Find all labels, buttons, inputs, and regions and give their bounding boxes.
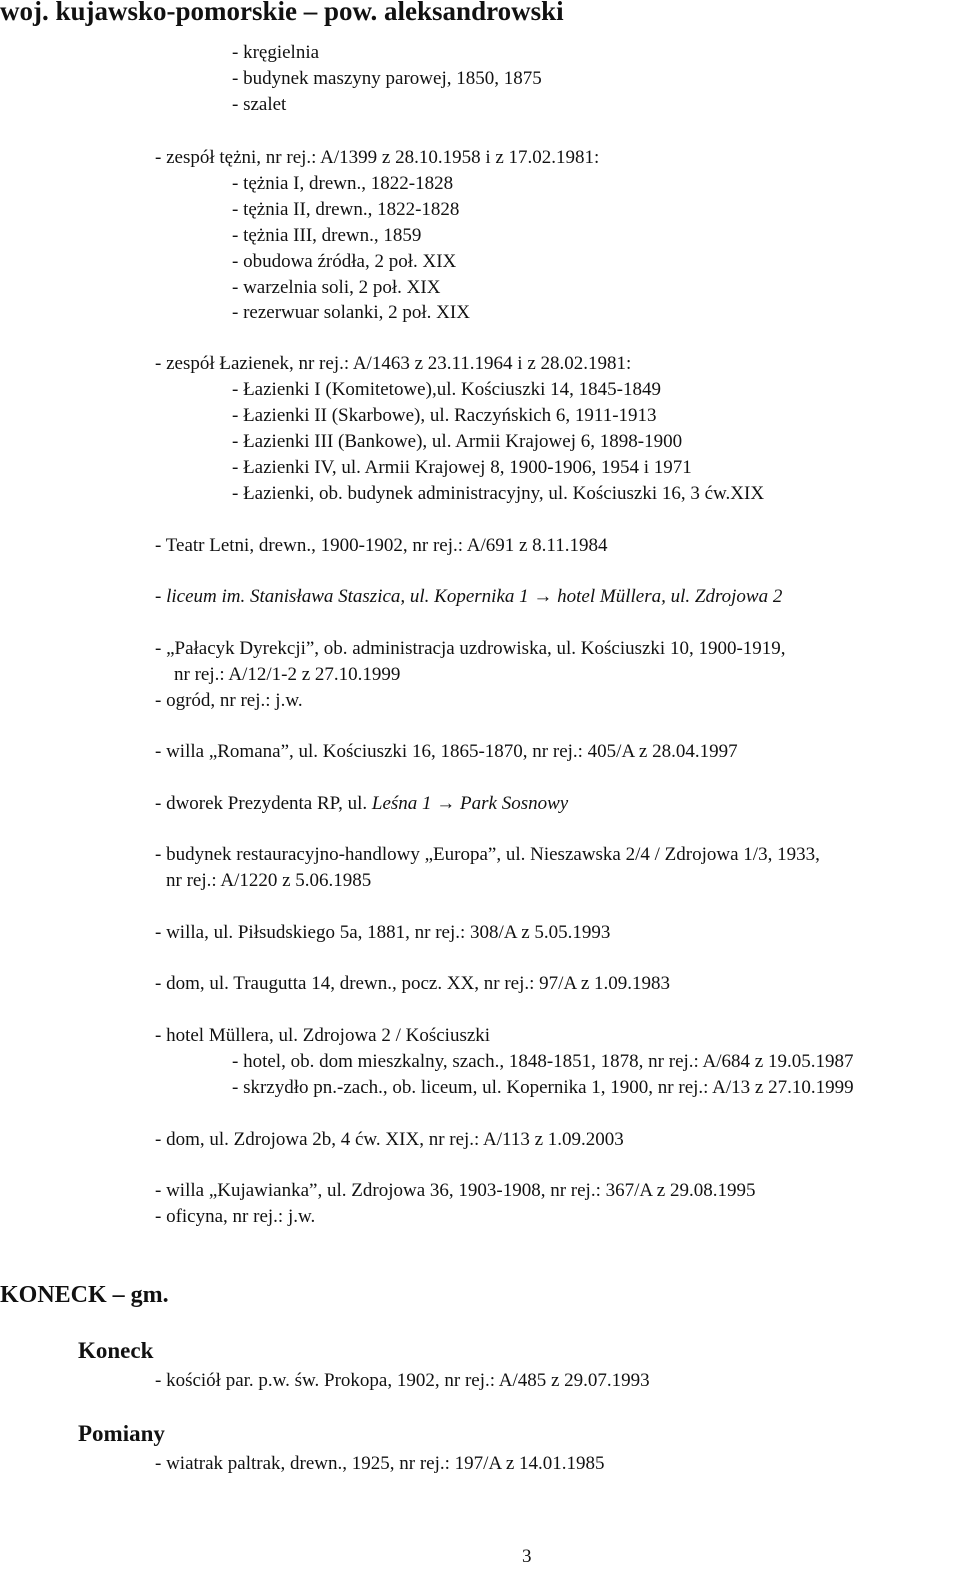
list-item: - hotel Müllera, ul. Zdrojowa 2 / Kościuszki	[155, 1025, 491, 1046]
list-item-italic-text: Leśna 1 → Park Sosnowy	[371, 793, 569, 814]
list-item: - kościół par. p.w. św. Prokopa, 1902, nr rej.: A/485 z 29.07.1993	[155, 1370, 650, 1391]
list-item: - willa „Romana”, ul. Kościuszki 16, 1865-1870, nr rej.: 405/A z 28.04.1997	[155, 741, 738, 762]
list-item: - zespół tężni, nr rej.: A/1399 z 28.10.1958 i z 17.02.1981:	[155, 147, 600, 168]
list-item: - Łazienki II (Skarbowe), ul. Raczyńskich 6, 1911-1913	[232, 405, 657, 426]
list-item: - warzelnia soli, 2 poł. XIX	[232, 277, 441, 298]
list-item: - dom, ul. Traugutta 14, drewn., pocz. XX, nr rej.: 97/A z 1.09.1983	[155, 973, 671, 994]
list-item: nr rej.: A/12/1-2 z 27.10.1999	[174, 664, 401, 685]
list-item-text: - dworek Prezydenta RP, ul.	[155, 793, 372, 814]
page-number: 3	[522, 1546, 532, 1567]
list-item: - kręgielnia	[232, 42, 320, 63]
list-item: - rezerwuar solanki, 2 poł. XIX	[232, 302, 470, 323]
list-item: - Łazienki I (Komitetowe),ul. Kościuszki 14, 1845-1849	[232, 379, 661, 400]
list-item: - oficyna, nr rej.: j.w.	[155, 1206, 316, 1227]
list-item: - willa, ul. Piłsudskiego 5a, 1881, nr rej.: 308/A z 5.05.1993	[155, 922, 611, 943]
list-item: - „Pałacyk Dyrekcji”, ob. administracja uzdrowiska, ul. Kościuszki 10, 1900-1919,	[155, 638, 786, 659]
list-item: nr rej.: A/1220 z 5.06.1985	[166, 870, 372, 891]
place-name: Koneck	[78, 1338, 154, 1363]
list-item: - ogród, nr rej.: j.w.	[155, 690, 303, 711]
section-title: KONECK – gm.	[0, 1282, 169, 1308]
list-item: - dom, ul. Zdrojowa 2b, 4 ćw. XIX, nr rej.: A/113 z 1.09.2003	[155, 1129, 624, 1150]
list-item: - Łazienki III (Bankowe), ul. Armii Krajowej 6, 1898-1900	[232, 431, 683, 452]
list-item: - Łazienki, ob. budynek administracyjny, ul. Kościuszki 16, 3 ćw.XIX	[232, 483, 765, 504]
list-item: - willa „Kujawianka”, ul. Zdrojowa 36, 1903-1908, nr rej.: 367/A z 29.08.1995	[155, 1180, 756, 1201]
page-heading: woj. kujawsko-pomorskie – pow. aleksandrowski	[0, 0, 564, 26]
list-item: - Łazienki IV, ul. Armii Krajowej 8, 1900-1906, 1954 i 1971	[232, 457, 692, 478]
list-item: - budynek restauracyjno-handlowy „Europa”, ul. Nieszawska 2/4 / Zdrojowa 1/3, 1933,	[155, 844, 820, 865]
list-item: - liceum im. Stanisława Staszica, ul. Kopernika 1 → hotel Müllera, ul. Zdrojowa 2	[155, 586, 783, 607]
list-item: - budynek maszyny parowej, 1850, 1875	[232, 68, 542, 89]
list-item: - tężnia I, drewn., 1822-1828	[232, 173, 454, 194]
list-item: - tężnia II, drewn., 1822-1828	[232, 199, 460, 220]
list-item	[155, 791, 568, 817]
list-item: - szalet	[232, 94, 287, 115]
list-item: - hotel, ob. dom mieszkalny, szach., 1848-1851, 1878, nr rej.: A/684 z 19.05.1987	[232, 1051, 854, 1072]
place-name: Pomiany	[78, 1421, 165, 1446]
list-item: - wiatrak paltrak, drewn., 1925, nr rej.: 197/A z 14.01.1985	[155, 1453, 605, 1474]
list-item: - Teatr Letni, drewn., 1900-1902, nr rej.: A/691 z 8.11.1984	[155, 535, 608, 556]
list-item: - tężnia III, drewn., 1859	[232, 225, 422, 246]
list-item: - obudowa źródła, 2 poł. XIX	[232, 251, 457, 272]
list-item: - skrzydło pn.-zach., ob. liceum, ul. Kopernika 1, 1900, nr rej.: A/13 z 27.10.1999	[232, 1077, 854, 1098]
list-item: - zespół Łazienek, nr rej.: A/1463 z 23.11.1964 i z 28.02.1981:	[155, 353, 632, 374]
